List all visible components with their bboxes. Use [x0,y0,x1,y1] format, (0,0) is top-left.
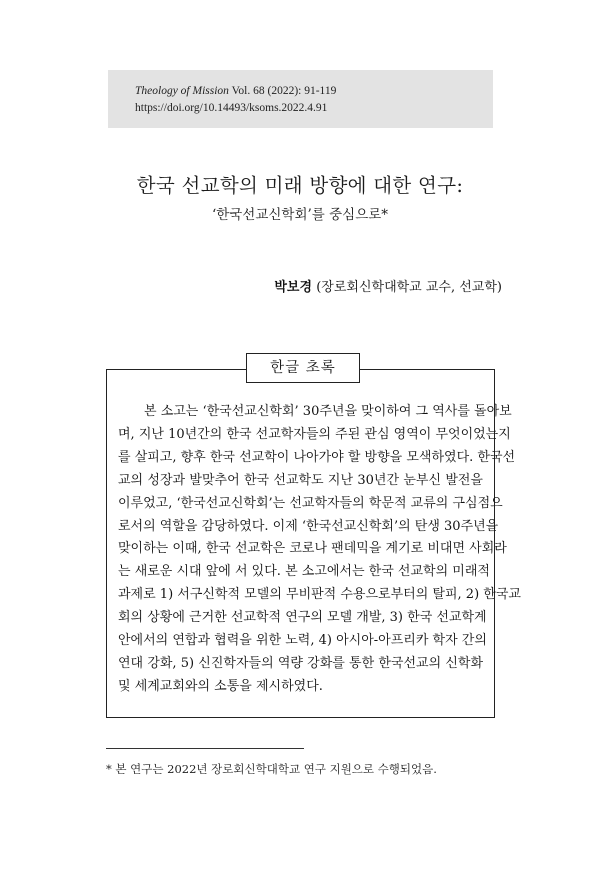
footnote: * 본 연구는 2022년 장로회신학대학교 연구 지원으로 수행되었음. [106,762,437,776]
abstract-line: 과제로 1) 서구신학적 모델의 무비판적 수용으로부터의 탈피, 2) 한국교 [118,587,521,603]
abstract-line: 교의 성장과 발맞추어 한국 선교학도 지난 30년간 눈부신 발전을 [118,472,483,488]
citation-box [108,70,493,128]
abstract-line: 본 소고는 ‘한국선교신학회’ 30주년을 맞이하여 그 역사를 돌아보 [144,404,512,419]
abstract-line: 며, 지난 10년간의 한국 선교학자들의 주된 관심 영역이 무엇이었는지 [118,426,511,442]
abstract-line: 를 살피고, 향후 한국 선교학이 나아가야 할 방향을 모색하였다. 한국선 [118,449,516,465]
abstract-line: 맞이하는 이때, 한국 선교학은 코로나 팬데믹을 계기로 비대면 사회라 [118,541,507,557]
abstract-line: 연대 강화, 5) 신진학자들의 역량 강화를 통한 한국선교의 신학화 [118,655,483,671]
paper-subtitle: ‘한국선교신학회’를 중심으로* [211,207,389,223]
author-line [274,276,502,295]
footnote-divider [106,748,304,749]
paper-title: 한국 선교학의 미래 방향에 대한 연구: [136,174,464,197]
abstract-label: 한글 초록 [246,353,360,383]
journal-volume: Vol. 68 (2022): 91-119 [231,85,337,97]
author-name: 박보경 [274,280,313,295]
doi-link[interactable]: https://doi.org/10.14493/ksoms.2022.4.91 [135,102,328,114]
citation-line-1 [135,83,493,100]
abstract-line: 로서의 역할을 감당하였다. 이제 ‘한국선교신학회’의 탄생 30주년을 [118,518,499,534]
abstract-line: 및 세계교회와의 소통을 제시하였다. [118,678,323,694]
abstract-line: 안에서의 연합과 협력을 위한 노력, 4) 아시아-아프리카 학자 간의 [118,633,487,649]
abstract-line: 회의 상황에 근거한 선교학적 연구의 모델 개발, 3) 한국 선교학계 [118,610,487,626]
author-affiliation: (장로회신학대학교 교수, 선교학) [316,280,502,295]
abstract-text [118,401,521,699]
abstract-line: 이루었고, ‘한국선교신학회’는 선교학자들의 학문적 교류의 구심점으 [118,495,503,511]
abstract-line: 는 새로운 시대 앞에 서 있다. 본 소고에서는 한국 선교학의 미래적 [118,564,490,580]
journal-name: Theology of Mission [135,85,229,97]
